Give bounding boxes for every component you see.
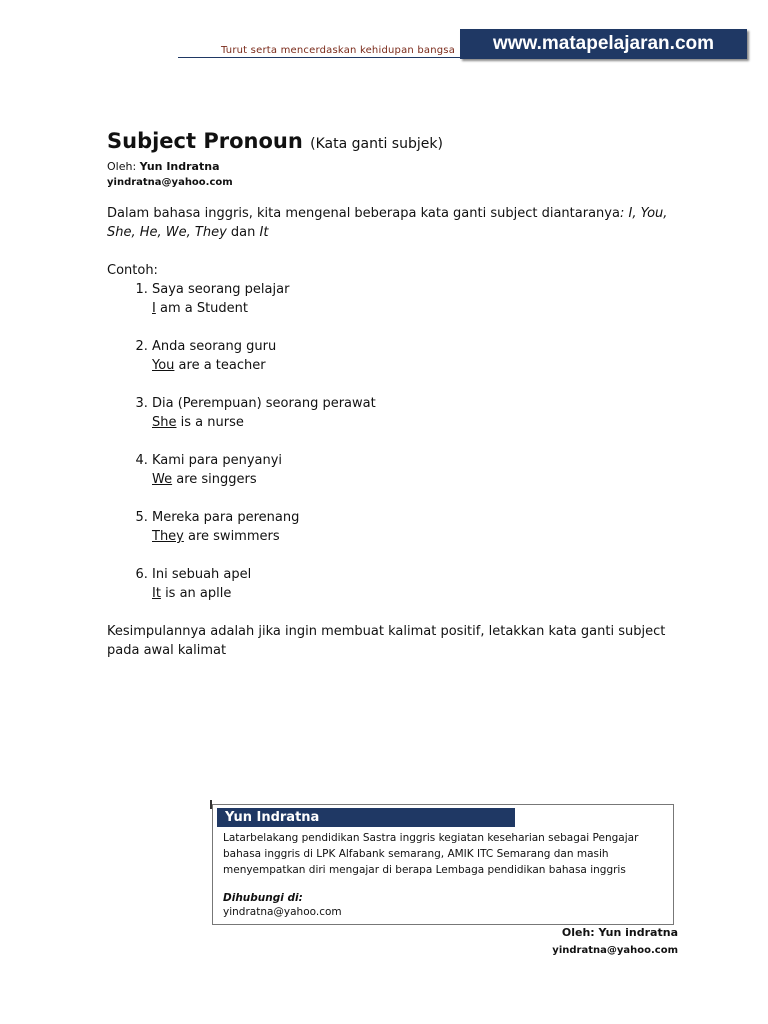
list-item <box>152 565 672 603</box>
intro-last: It <box>259 225 269 240</box>
example-pronoun: I <box>152 301 156 316</box>
examples-list <box>107 280 672 603</box>
article <box>107 126 672 673</box>
site-url[interactable]: www.matapelajaran.com <box>492 33 715 54</box>
intro-paragraph <box>107 204 672 242</box>
example-indonesian: 5. Mereka para perenang <box>152 510 300 525</box>
example-pronoun: We <box>152 472 173 487</box>
example-rest: are a teacher <box>174 358 266 373</box>
example-english <box>152 356 672 375</box>
author-box <box>212 804 674 925</box>
example-indonesian: 2. Anda seorang guru <box>152 339 277 354</box>
example-rest: are singgers <box>172 472 257 487</box>
header-rule <box>178 57 463 58</box>
byline-email: yindratna@yahoo.com <box>107 177 233 188</box>
example-rest: is a nurse <box>176 415 244 430</box>
example-indonesian: 1. Saya seorang pelajar <box>152 282 290 297</box>
example-indonesian: 4. Kami para penyanyi <box>152 453 283 468</box>
intro-text: Dalam bahasa inggris, kita mengenal beberapa kata ganti subject diantaranya <box>107 206 620 221</box>
example-english <box>152 413 672 432</box>
intro-and: dan <box>230 225 256 240</box>
example-pronoun: She <box>152 415 177 430</box>
header-tagline: Turut serta mencerdaskan kehidupan bangsa <box>221 45 456 56</box>
title-main: Subject Pronoun <box>107 129 303 153</box>
site-badge[interactable] <box>460 29 747 59</box>
byline <box>107 159 672 175</box>
example-rest: are swimmers <box>183 529 280 544</box>
author-box-contact-email: yindratna@yahoo.com <box>223 906 342 918</box>
example-rest: am a Student <box>155 301 249 316</box>
footer-byline: Oleh: Yun indratna <box>561 926 678 939</box>
page-title <box>107 126 672 159</box>
list-item <box>152 394 672 432</box>
intro-pronouns: I, You, She, He, We, They <box>107 206 668 240</box>
byline-label: Oleh: <box>107 160 137 173</box>
footer-email: yindratna@yahoo.com <box>552 945 678 956</box>
example-english <box>152 584 672 603</box>
example-english <box>152 470 672 489</box>
author-box-bio: Latarbelakang pendidikan Sastra inggris kegiatan keseharian sebagai Pengajar bahasa inggris di LPK Alfabank semarang, AMIK ITC Semarang dan masih menyempatkan diri mengajar di berapa Lembaga pendidikan bahasa inggris <box>223 832 639 876</box>
examples-label: Contoh: <box>107 263 158 278</box>
list-item <box>152 280 672 318</box>
conclusion-paragraph: Kesimpulannya adalah jika ingin membuat kalimat positif, letakkan kata ganti subject pada awal kalimat <box>107 624 666 658</box>
example-rest: is an aplle <box>160 586 232 601</box>
example-pronoun: They <box>152 529 184 544</box>
author-box-name: Yun Indratna <box>217 808 515 827</box>
example-english <box>152 527 672 546</box>
author-box-contact-label: Dihubungi di: <box>223 892 303 904</box>
example-english <box>152 299 672 318</box>
example-indonesian: 3. Dia (Perempuan) seorang perawat <box>152 396 376 411</box>
example-pronoun: It <box>152 586 161 601</box>
list-item <box>152 451 672 489</box>
intro-colon: : <box>619 206 625 221</box>
example-indonesian: 6. Ini sebuah apel <box>152 567 252 582</box>
byline-author: Yun Indratna <box>139 160 220 173</box>
example-pronoun: You <box>152 358 175 373</box>
list-item <box>152 337 672 375</box>
title-subtitle: (Kata ganti subjek) <box>310 136 443 152</box>
list-item <box>152 508 672 546</box>
